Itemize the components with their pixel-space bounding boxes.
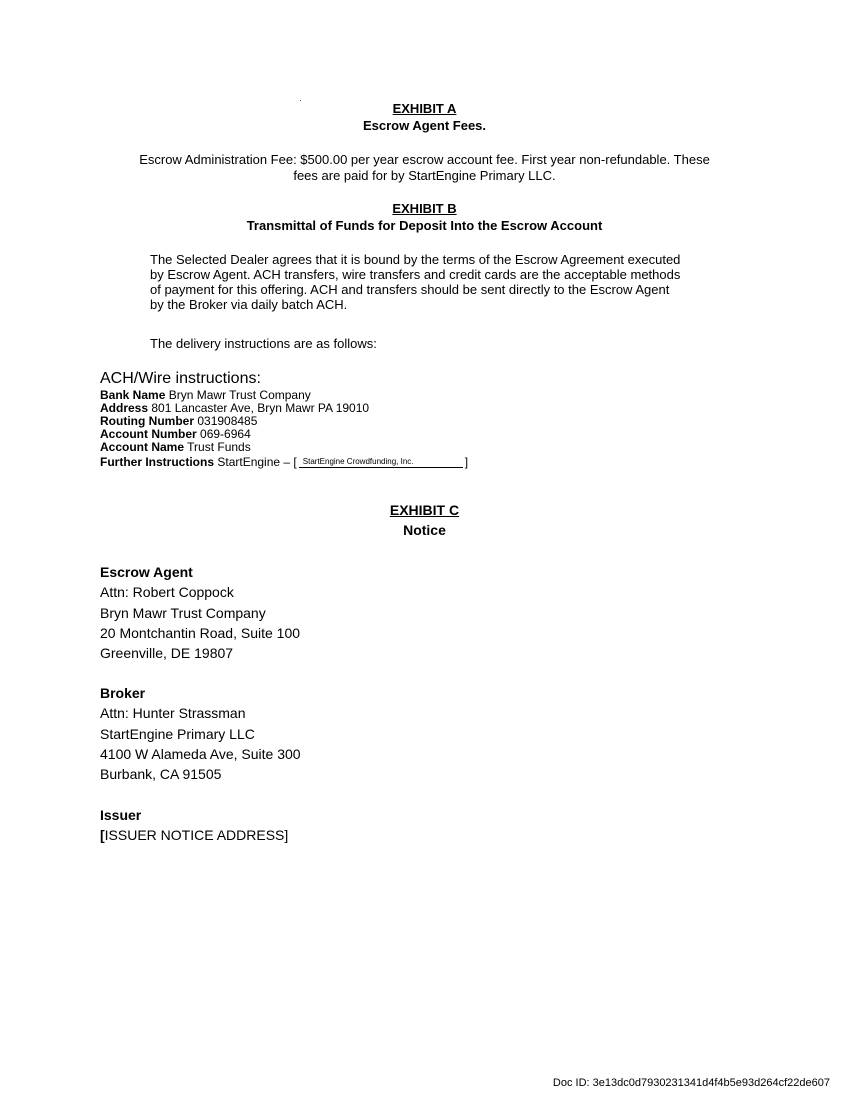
notice-line: Attn: Robert Coppock [100, 584, 234, 601]
exhibit-a-subtitle: Escrow Agent Fees. [362, 118, 487, 133]
exhibit-c-subtitle: Notice [403, 522, 446, 538]
notice-line: StartEngine Primary LLC [100, 725, 255, 742]
notice-broker [100, 683, 301, 784]
bracket-open: [ [293, 455, 297, 469]
ach-label: Further Instructions [100, 455, 215, 469]
paragraph-line: by Escrow Agent. ACH transfers, wire transfers and credit cards are the acceptable methods [150, 267, 681, 282]
paragraph-line: by the Broker via daily batch ACH. [150, 297, 348, 312]
notice-heading: Escrow Agent [100, 564, 193, 580]
notice-heading: Issuer [100, 807, 142, 823]
bracket-close: ] [464, 455, 469, 469]
further-prefix: StartEngine – [217, 455, 291, 469]
notice-line: Attn: Hunter Strassman [100, 705, 246, 722]
ach-label: Account Number [100, 427, 197, 441]
ach-label: Address [100, 401, 149, 415]
ach-value: 069-6964 [200, 427, 251, 441]
ach-value: 031908485 [197, 414, 258, 428]
exhibit-b-paragraph [150, 252, 770, 312]
exhibit-b-subtitle: Transmittal of Funds for Deposit Into the Escrow Account [246, 218, 603, 233]
issuer-bracket: [ [100, 827, 105, 844]
ach-value: 801 Lancaster Ave, Bryn Mawr PA 19010 [151, 401, 370, 415]
ach-row-account-name [100, 441, 468, 454]
ach-value: Bryn Mawr Trust Company [168, 388, 311, 402]
exhibit-c-title: EXHIBIT C [389, 502, 460, 518]
notice-line: 4100 W Alameda Ave, Suite 300 [100, 745, 301, 762]
notice-line [100, 825, 288, 845]
notice-escrow-agent [100, 562, 300, 663]
delivery-instructions: The delivery instructions are as follows: [150, 336, 377, 351]
exhibit-b-title: EXHIBIT B [392, 201, 457, 216]
issuer-address-placeholder: ISSUER NOTICE ADDRESS] [104, 827, 289, 844]
paragraph-line: of payment for this offering. ACH and transfers should be sent directly to the Escrow Agent [150, 282, 670, 297]
ach-label: Bank Name [100, 388, 166, 402]
ach-label: Routing Number [100, 414, 194, 428]
notice-issuer [100, 805, 288, 846]
paragraph-line: The Selected Dealer agrees that it is bound by the terms of the Escrow Agreement executed [150, 252, 681, 267]
exhibit-a-title: EXHIBIT A [392, 101, 457, 116]
exhibit-a-fee-line-1: Escrow Administration Fee: $500.00 per year escrow account fee. First year non-refundable. These [139, 152, 710, 167]
notice-line: Burbank, CA 91505 [100, 766, 222, 783]
notice-line: Greenville, DE 19807 [100, 645, 234, 662]
ach-label: Account Name [100, 440, 185, 454]
further-instructions-field[interactable]: StartEngine Crowdfunding, Inc. [299, 457, 463, 468]
ach-value: Trust Funds [187, 440, 251, 454]
ach-heading: ACH/Wire instructions: [100, 370, 261, 387]
notice-line: 20 Montchantin Road, Suite 100 [100, 624, 301, 641]
exhibit-a-fee-line-2: fees are paid for by StartEngine Primary LLC. [293, 168, 556, 183]
notice-heading: Broker [100, 685, 146, 701]
doc-id: Doc ID: 3e13dc0d7930231341d4f4b5e93d264cf22de607 [552, 1077, 830, 1089]
notice-line: Bryn Mawr Trust Company [100, 604, 266, 621]
ach-row-further-instructions [100, 456, 468, 470]
ach-details [100, 389, 468, 470]
